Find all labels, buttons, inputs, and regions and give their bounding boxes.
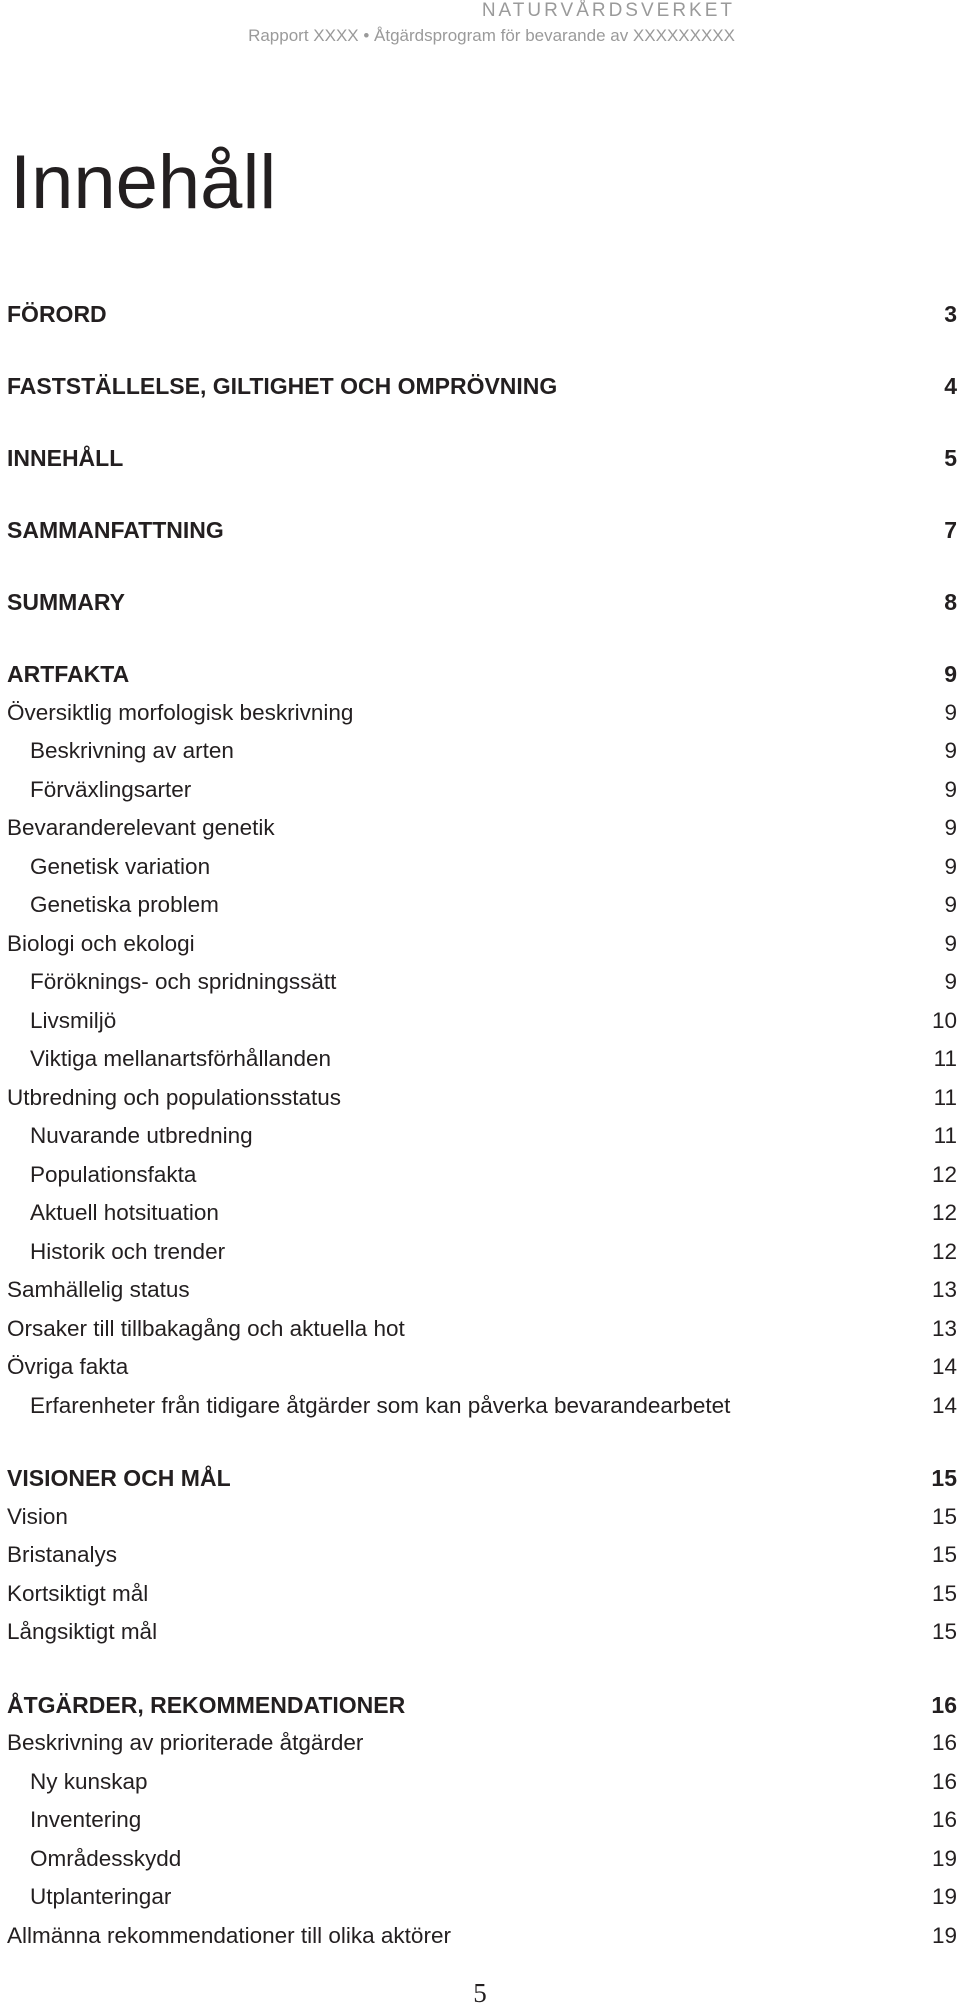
toc-entry-label: Beskrivning av arten xyxy=(30,738,234,763)
toc-entry-page: 16 xyxy=(931,1768,957,1794)
toc-entry-label: SAMMANFATTNING xyxy=(7,517,224,543)
toc-entry xyxy=(7,1387,957,1426)
table-of-contents xyxy=(7,295,957,1955)
toc-section xyxy=(7,1686,957,1725)
toc-entry-label: ARTFAKTA xyxy=(7,661,130,687)
toc-entry-page: 9 xyxy=(944,661,957,687)
toc-entry-page: 7 xyxy=(944,517,957,543)
toc-entry xyxy=(7,925,957,964)
toc-entry-page: 8 xyxy=(944,589,957,615)
toc-entry-label: Inventering xyxy=(30,1807,142,1832)
toc-entry xyxy=(7,694,957,733)
toc-entry-page: 11 xyxy=(933,1084,957,1110)
toc-entry-page: 9 xyxy=(944,815,957,840)
toc-entry xyxy=(7,963,957,1002)
toc-entry xyxy=(7,1310,957,1349)
toc-entry xyxy=(7,732,957,771)
toc-entry-label: Genetiska problem xyxy=(30,892,219,917)
toc-entry-page: 15 xyxy=(931,1619,957,1644)
report-subtitle: Rapport XXXX • Åtgärdsprogram för bevarande av XXXXXXXXX xyxy=(248,26,735,45)
toc-section xyxy=(7,1459,957,1498)
toc-entry-label: Historik och trender xyxy=(30,1238,226,1264)
toc-entry-label: INNEHÅLL xyxy=(7,445,124,471)
toc-entry-page: 9 xyxy=(944,699,957,725)
toc-entry-label: FÖRORD xyxy=(7,301,107,327)
toc-entry-page: 9 xyxy=(944,969,957,994)
toc-entry xyxy=(7,1840,957,1879)
toc-entry-page: 16 xyxy=(931,1730,957,1755)
toc-entry xyxy=(7,1117,957,1156)
toc-entry xyxy=(7,1613,957,1652)
toc-entry xyxy=(7,1917,957,1956)
toc-entry-label: Allmänna rekommendationer till olika aktörer xyxy=(7,1922,451,1948)
toc-entry-page: 4 xyxy=(944,373,957,399)
toc-entry xyxy=(7,1498,957,1537)
toc-entry-label: Aktuell hotsituation xyxy=(30,1200,219,1225)
toc-entry-page: 12 xyxy=(931,1200,957,1225)
toc-entry xyxy=(7,886,957,925)
toc-entry-page: 11 xyxy=(933,1123,957,1148)
toc-entry xyxy=(7,1194,957,1233)
toc-entry-label: VISIONER OCH MÅL xyxy=(7,1465,231,1491)
toc-entry xyxy=(7,1878,957,1917)
toc-entry xyxy=(7,1801,957,1840)
toc-entry-label: Beskrivning av prioriterade åtgärder xyxy=(7,1730,364,1755)
toc-entry-page: 19 xyxy=(931,1884,957,1909)
toc-section xyxy=(7,439,957,511)
toc-entry-page: 19 xyxy=(931,1922,957,1948)
toc-entry-label: Bristanalys xyxy=(7,1542,118,1567)
toc-entry-page: 9 xyxy=(944,776,957,802)
toc-entry-page: 14 xyxy=(931,1392,957,1418)
toc-entry-label: Utbredning och populationsstatus xyxy=(7,1084,341,1110)
toc-section xyxy=(7,511,957,583)
toc-entry-label: Utplanteringar xyxy=(30,1884,172,1909)
toc-entry-label: ÅTGÄRDER, REKOMMENDATIONER xyxy=(7,1691,406,1718)
toc-entry-page: 13 xyxy=(931,1315,957,1341)
toc-entry xyxy=(7,1156,957,1195)
toc-entry-label: Långsiktigt mål xyxy=(7,1619,158,1644)
toc-entry-page: 9 xyxy=(944,853,957,879)
toc-entry xyxy=(7,1536,957,1575)
page-number: 5 xyxy=(473,1978,487,2008)
toc-entry-page: 12 xyxy=(931,1238,957,1264)
toc-entry-page: 19 xyxy=(931,1845,957,1871)
toc-entry xyxy=(7,848,957,887)
toc-entry-label: Bevaranderelevant genetik xyxy=(7,815,275,840)
toc-entry xyxy=(7,1079,957,1118)
toc-entry xyxy=(7,1575,957,1614)
toc-entry-page: 5 xyxy=(944,445,957,471)
toc-entry xyxy=(7,1724,957,1763)
toc-entry-page: 15 xyxy=(931,1503,957,1529)
page-title: Innehåll xyxy=(10,140,277,225)
toc-entry-page: 9 xyxy=(944,892,957,917)
toc-entry-label: Viktiga mellanartsförhållanden xyxy=(30,1046,332,1071)
toc-entry-page: 10 xyxy=(931,1007,957,1033)
organization-name: NATURVÅRDSVERKET xyxy=(481,0,735,21)
running-header xyxy=(248,0,735,48)
toc-entry-label: Erfarenheter från tidigare åtgärder som kan påverka bevarandearbetet xyxy=(30,1392,731,1418)
toc-entry-label: Föröknings- och spridningssätt xyxy=(30,969,337,994)
toc-entry xyxy=(7,1040,957,1079)
toc-entry xyxy=(7,1233,957,1272)
toc-entry xyxy=(7,1348,957,1387)
toc-entry xyxy=(7,1271,957,1310)
toc-entry-page: 9 xyxy=(944,930,957,956)
toc-entry-page: 16 xyxy=(931,1807,957,1832)
toc-entry-label: Vision xyxy=(7,1503,68,1529)
toc-entry xyxy=(7,809,957,848)
toc-entry-page: 14 xyxy=(931,1354,957,1379)
toc-entry-page: 9 xyxy=(944,738,957,763)
toc-section xyxy=(7,295,957,367)
toc-entry-label: Orsaker till tillbakagång och aktuella hot xyxy=(7,1315,405,1341)
toc-entry xyxy=(7,1002,957,1041)
toc-entry-label: Biologi och ekologi xyxy=(7,930,195,956)
toc-entry-page: 12 xyxy=(931,1161,957,1187)
toc-entry-page: 13 xyxy=(931,1277,957,1302)
toc-entry-label: FASTSTÄLLELSE, GILTIGHET OCH OMPRÖVNING xyxy=(7,373,558,399)
section-gap xyxy=(7,1652,957,1686)
toc-entry-page: 15 xyxy=(931,1542,957,1567)
toc-entry-label: Ny kunskap xyxy=(30,1768,148,1794)
toc-entry-label: Förväxlingsarter xyxy=(30,776,192,802)
toc-entry-page: 15 xyxy=(931,1465,957,1491)
toc-entry-page: 11 xyxy=(933,1046,957,1071)
toc-entry-label: Genetisk variation xyxy=(30,853,211,879)
toc-entry-label: Nuvarande utbredning xyxy=(30,1123,253,1148)
section-gap xyxy=(7,1425,957,1459)
toc-section xyxy=(7,655,957,694)
toc-section xyxy=(7,367,957,439)
toc-entry-label: SUMMARY xyxy=(7,589,125,615)
toc-entry-page: 16 xyxy=(931,1691,957,1718)
toc-entry-label: Samhällelig status xyxy=(7,1277,190,1302)
toc-entry-page: 15 xyxy=(931,1580,957,1606)
toc-entry xyxy=(7,1763,957,1802)
toc-entry-label: Övriga fakta xyxy=(7,1354,129,1379)
toc-entry-label: Översiktlig morfologisk beskrivning xyxy=(7,699,354,725)
toc-entry-label: Livsmiljö xyxy=(30,1007,117,1033)
toc-entry xyxy=(7,771,957,810)
toc-section xyxy=(7,583,957,655)
toc-entry-page: 3 xyxy=(944,301,957,327)
toc-entry-label: Kortsiktigt mål xyxy=(7,1580,149,1606)
toc-entry-label: Områdesskydd xyxy=(30,1845,182,1871)
toc-entry-label: Populationsfakta xyxy=(30,1161,197,1187)
